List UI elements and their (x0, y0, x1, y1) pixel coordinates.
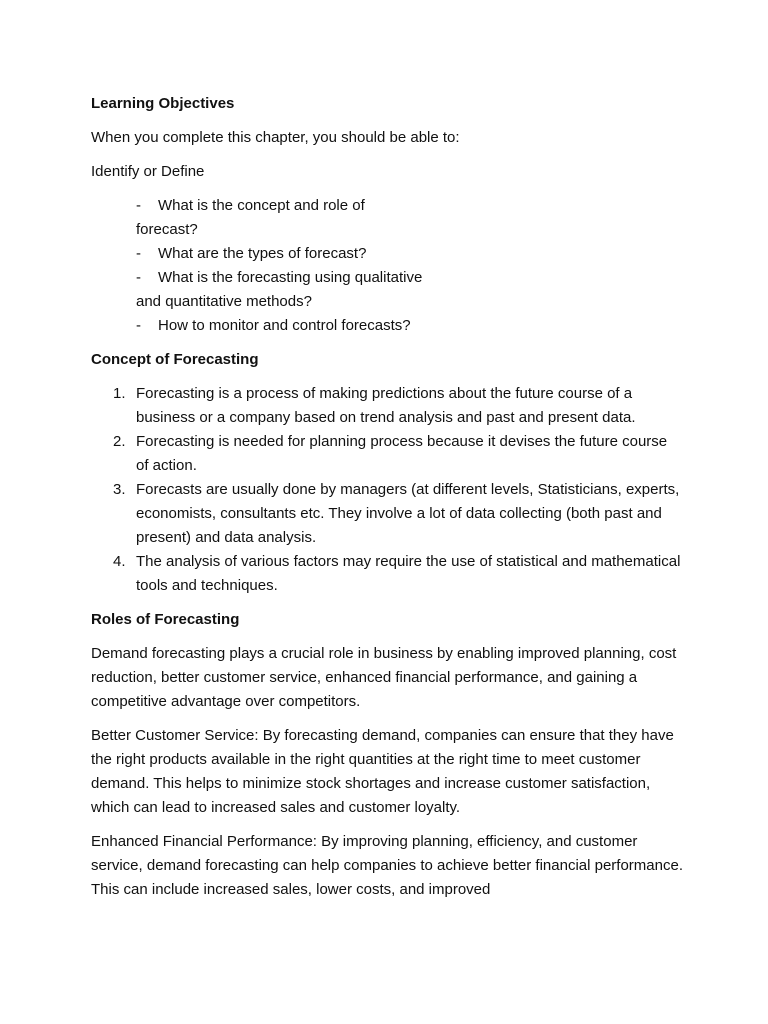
roles-paragraph: Better Customer Service: By forecasting demand, companies can ensure that they have the right products available in the right quantities at the right time to meet customer demand. This helps to minimize stock shortages and increase customer satisfaction, which can lead to increased sales and customer loyalty. (91, 727, 674, 816)
concept-item-text: The analysis of various factors may require the use of statistical and mathematical tools and techniques. (136, 553, 681, 594)
roles-paragraph: Demand forecasting plays a crucial role in business by enabling improved planning, cost reduction, better customer service, enhanced financial performance, and gaining a competitive advantage over competitors. (91, 645, 677, 710)
concept-item-text: Forecasting is a process of making predictions about the future course of a business or a company based on trend analysis and past and present data. (136, 385, 636, 426)
list-number: 3. (113, 481, 126, 498)
objective-line: What is the forecasting using qualitative (158, 269, 423, 286)
concept-heading: Concept of Forecasting (91, 351, 259, 368)
dash-marker: - (136, 197, 141, 214)
objective-line: and quantitative methods? (136, 293, 312, 310)
list-number: 4. (113, 553, 126, 570)
objectives-list (136, 194, 466, 338)
concept-list-item (91, 382, 681, 430)
dash-marker: - (136, 317, 141, 334)
objective-item (136, 266, 466, 314)
objective-item (136, 314, 466, 338)
identify-define-text: Identify or Define (91, 163, 205, 180)
concept-item-text: Forecasts are usually done by managers (at different levels, Statisticians, experts, economists, consultants etc. They involve a lot of data collecting (both past and present) and data analysis. (136, 481, 680, 546)
document-page (91, 92, 691, 912)
intro-text: When you complete this chapter, you should be able to: (91, 129, 460, 146)
objective-line: forecast? (136, 221, 198, 238)
dash-marker: - (136, 269, 141, 286)
objective-line: What is the concept and role of (158, 197, 365, 214)
concept-list-item (91, 550, 681, 598)
objective-item (136, 242, 466, 266)
objective-item (136, 194, 466, 242)
objective-line: How to monitor and control forecasts? (158, 317, 411, 334)
roles-paragraph: Enhanced Financial Performance: By improving planning, efficiency, and customer service, demand forecasting can help companies to achieve better financial performance. This can include increased sales, lower costs, and improved (91, 833, 683, 898)
concept-list-item (91, 478, 681, 550)
concept-list-item (91, 430, 681, 478)
dash-marker: - (136, 245, 141, 262)
list-number: 2. (113, 433, 126, 450)
roles-heading: Roles of Forecasting (91, 611, 240, 628)
concept-list (91, 382, 691, 598)
concept-item-text: Forecasting is needed for planning process because it devises the future course of action. (136, 433, 668, 474)
objective-line: What are the types of forecast? (158, 245, 367, 262)
learning-objectives-heading: Learning Objectives (91, 95, 235, 112)
list-number: 1. (113, 385, 126, 402)
